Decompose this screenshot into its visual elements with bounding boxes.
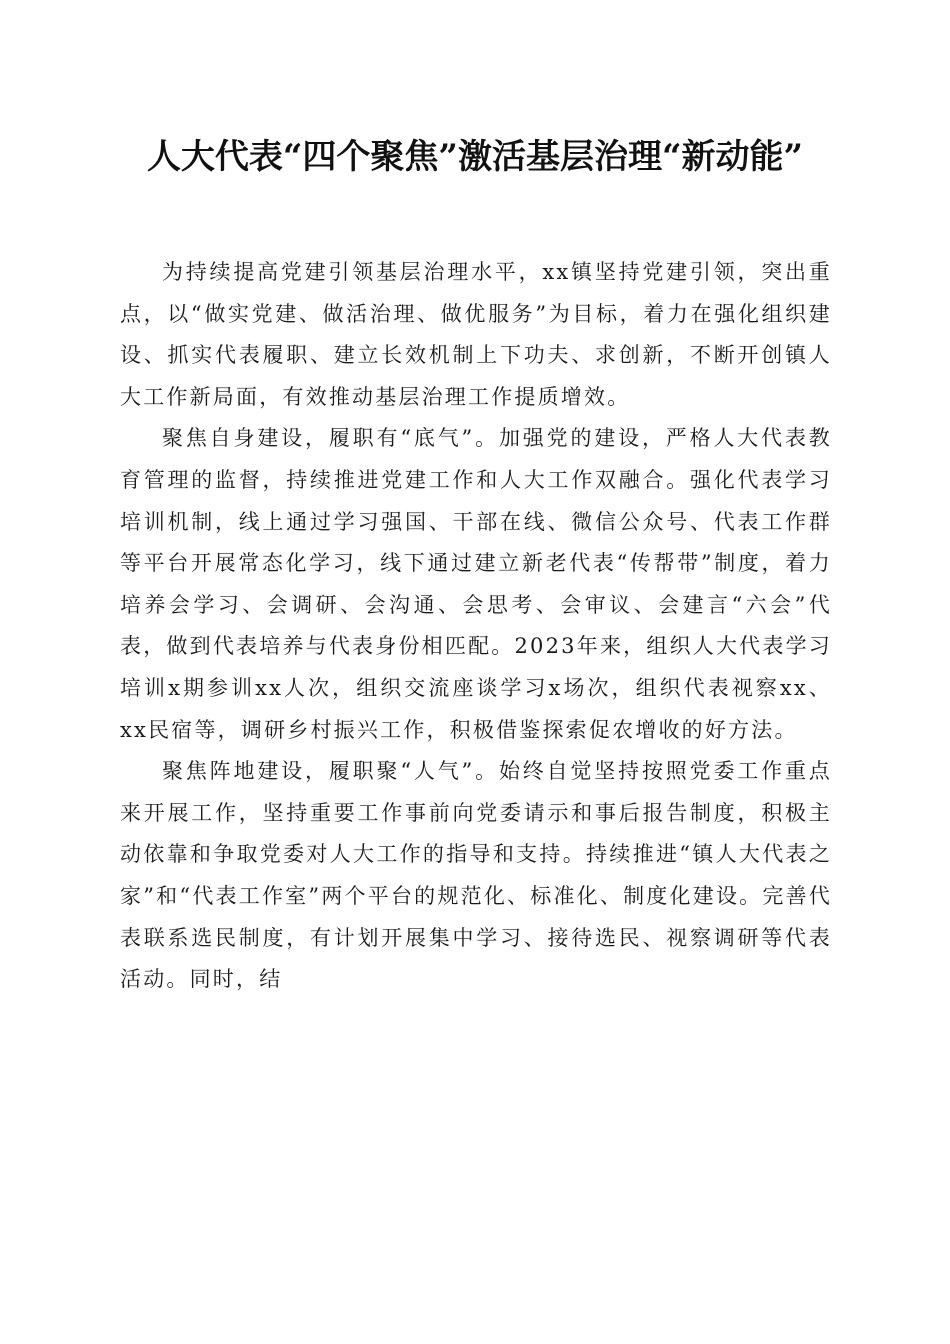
paragraph-position-building: 聚焦阵地建设，履职聚“人气”。始终自觉坚持按照党委工作重点来开展工作，坚持重要工作事前向党委请示和事后报告制度，积极主动依靠和争取党委对人大工作的指导和支持。持续推进“镇人大代表之家”和“代表工作室”两个平台的规范化、标准化、制度化建设。完善代表联系选民制度，有计划开展集中学习、接待选民、视察调研等代表活动。同时，结 [120,759,832,992]
document-title: 人大代表“四个聚焦”激活基层治理“新动能” [146,137,804,177]
document-body [120,252,832,1001]
paragraph-self-building: 聚焦自身建设，履职有“底气”。加强党的建设，严格人大代表教育管理的监督，持续推进党建工作和人大工作双融合。强化代表学习培训机制，线上通过学习强国、干部在线、微信公众号、代表工作群等平台开展常态化学习，线下通过建立新老代表“传帮带”制度，着力培养会学习、会调研、会沟通、会思考、会审议、会建言“六会”代表，做到代表培养与代表身份相匹配。2023年来，组织人大代表学习培训x期参训xx人次，组织交流座谈学习x场次，组织代表视察xx、xx民宿等，调研乡村振兴工作，积极借鉴探索促农增收的好方法。 [120,426,832,742]
paragraph-intro: 为持续提高党建引领基层治理水平，xx镇坚持党建引领，突出重点，以“做实党建、做活治理、做优服务”为目标，着力在强化组织建设、抓实代表履职、建立长效机制上下功夫、求创新，不断开创镇人大工作新局面，有效推动基层治理工作提质增效。 [120,260,832,409]
